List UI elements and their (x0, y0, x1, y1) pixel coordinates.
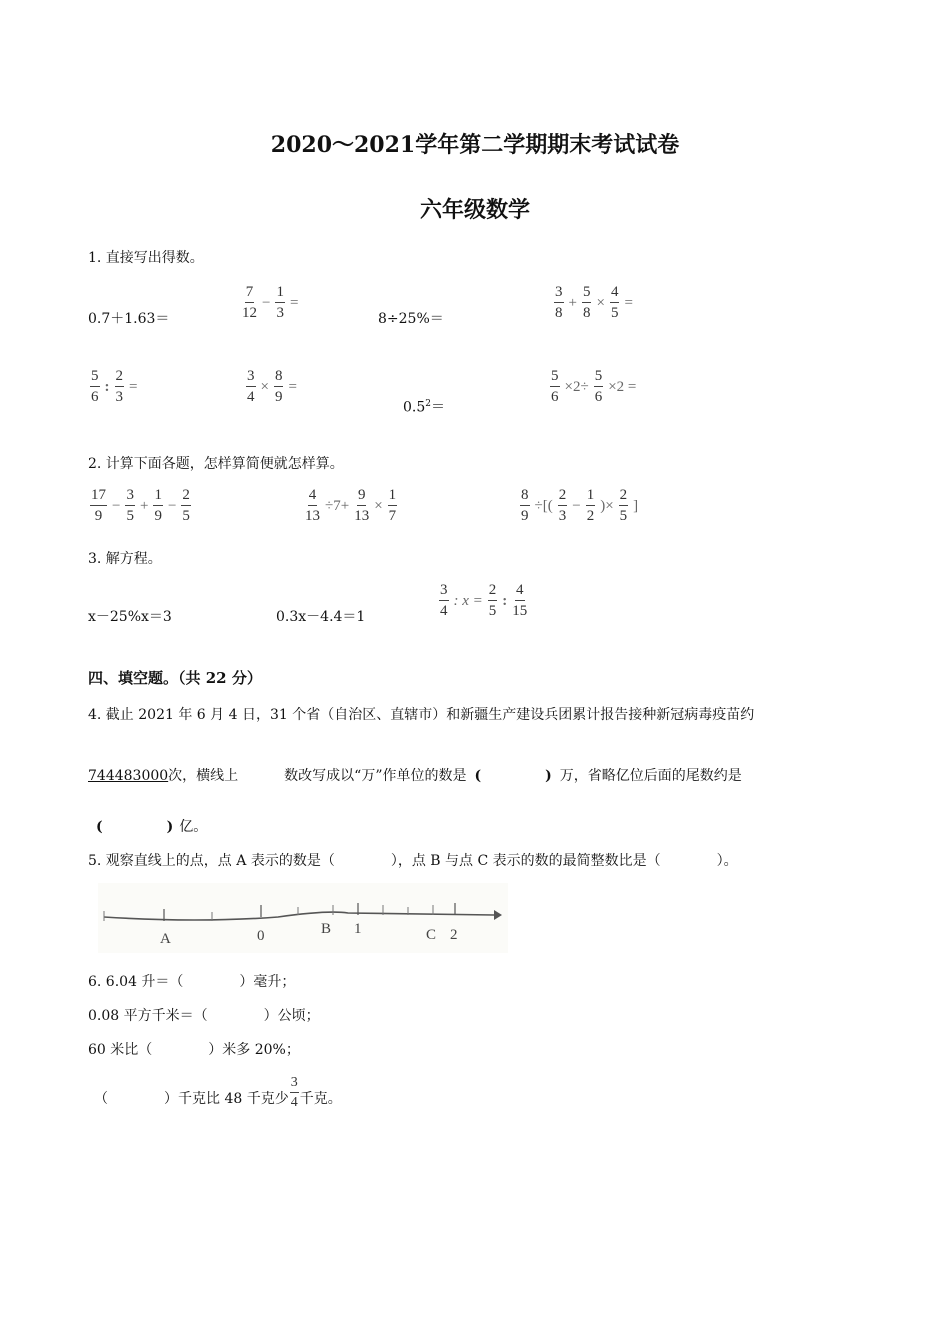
fraction: $\frac{2}{3}$ (115, 368, 123, 405)
fraction: $\frac{3}{4}$ (440, 582, 448, 619)
q4-number: 744483000 (88, 768, 169, 784)
fraction: $\frac{3}{5}$ (126, 487, 134, 524)
label-c: C (426, 927, 437, 943)
q6-line-2: 0.08 平方千米＝（ ）公顷； (88, 1008, 320, 1024)
q4-line-2: 744483000次，横线上 数改写成以“万”作单位的数是 ( ) 万，省略亿位后面的尾数约是 (88, 768, 742, 784)
q6-line-4: （ ）千克比 48 千克少 $\frac{3}{4}$ 千克。 (94, 1075, 342, 1110)
q1-expr-1: 0.7＋1.63＝ (88, 311, 170, 327)
q6-line-1: 6. 6.04 升＝（ ）毫升； (88, 974, 296, 990)
fraction: $\frac{2}{5}$ (488, 582, 497, 619)
fraction: $\frac{2}{5}$ (619, 487, 628, 524)
q3-equation-2: 0.3x－4.4＝1 (276, 609, 366, 625)
q5-text: 5. 观察直线上的点，点 A 表示的数是（ ），点 B 与点 C 表示的数的最简整数比是（ ）。 (88, 853, 738, 869)
q1-expr-5: $\frac{5}{6}$ : $\frac{2}{3}$ = (91, 368, 138, 405)
page-title: 2020～2021学年第二学期期末考试试卷 (270, 132, 680, 158)
label-a: A (160, 931, 171, 947)
q2-label: 2. 计算下面各题，怎样算简便就怎样算。 (88, 456, 344, 472)
fraction: $\frac{9}{13}$ (354, 487, 370, 524)
label-1: 1 (354, 921, 362, 937)
label-0: 0 (257, 928, 265, 944)
q2-expr-2: $\frac{4}{13}$ ÷7+ $\frac{9}{13}$ × $\frac{1}{7}$ (305, 487, 397, 524)
q3-label: 3. 解方程。 (88, 551, 162, 567)
label-2: 2 (450, 927, 458, 943)
fraction: $\frac{5}{6}$ (551, 368, 559, 405)
q1-expr-3: 8÷25%＝ (378, 311, 444, 327)
fraction: $\frac{17}{9}$ (91, 487, 106, 524)
fraction: $\frac{5}{8}$ (582, 284, 591, 321)
label-b: B (321, 921, 332, 937)
page-subtitle: 六年级数学 (419, 197, 530, 223)
fraction: $\frac{4}{5}$ (610, 284, 619, 321)
fraction: $\frac{3}{4}$ (290, 1075, 298, 1110)
fraction: $\frac{1}{7}$ (388, 487, 397, 524)
fraction: $\frac{3}{4}$ (247, 368, 255, 405)
section-4-heading: 四、填空题。（共 22 分） (88, 669, 262, 687)
q4-line-1: 4. 截止 2021 年 6 月 4 日，31 个省（自治区、直辖市）和新疆生产建设兵团累计报告接种新冠病毒疫苗约 (88, 707, 755, 723)
q1-expr-6: $\frac{3}{4}$ × $\frac{8}{9}$ = (247, 368, 297, 405)
q1-expr-2: $\frac{7}{12}$ − $\frac{1}{3}$ = (242, 284, 299, 321)
fraction: $\frac{2}{5}$ (182, 487, 190, 524)
fraction: $\frac{8}{9}$ (274, 368, 283, 405)
fraction: $\frac{4}{13}$ (305, 487, 320, 524)
q3-equation-3: $\frac{3}{4}$ : x = $\frac{2}{5}$ : $\frac{4}{15}$ (440, 582, 528, 619)
q1-expr-4: $\frac{3}{8}$ + $\frac{5}{8}$ × $\frac{4}{5}$ = (555, 284, 633, 321)
q1-expr-7: $0.5^2=$ (403, 399, 445, 416)
fraction: $\frac{2}{3}$ (558, 487, 567, 524)
q4-line-3: ( ) 亿。 (96, 819, 208, 835)
fraction: $\frac{8}{9}$ (521, 487, 529, 524)
fraction: $\frac{5}{6}$ (594, 368, 603, 405)
number-line (98, 883, 508, 953)
fraction: $\frac{4}{15}$ (512, 582, 528, 619)
fraction: $\frac{1}{3}$ (276, 284, 284, 321)
fraction: $\frac{5}{6}$ (91, 368, 99, 405)
q1-expr-8: $\frac{5}{6}$ ×2÷ $\frac{5}{6}$ ×2 = (551, 368, 637, 405)
q2-expr-1: $\frac{17}{9}$ − $\frac{3}{5}$ + $\frac{1}{9}$ − $\frac{2}{5}$ (91, 487, 190, 524)
fraction: $\frac{7}{12}$ (242, 284, 257, 321)
q1-label: 1. 直接写出得数。 (88, 250, 204, 266)
fraction: $\frac{3}{8}$ (555, 284, 563, 321)
fraction: $\frac{1}{9}$ (154, 487, 162, 524)
fraction: $\frac{1}{2}$ (586, 487, 595, 524)
q2-expr-3: $\frac{8}{9}$ ÷[( $\frac{2}{3}$ − $\frac{1}{2}$ )× $\frac{2}{5}$ ] (521, 487, 639, 524)
q6-line-3: 60 米比（ ）米多 20%； (88, 1042, 300, 1058)
q3-equation-1: x－25%x＝3 (88, 609, 172, 625)
